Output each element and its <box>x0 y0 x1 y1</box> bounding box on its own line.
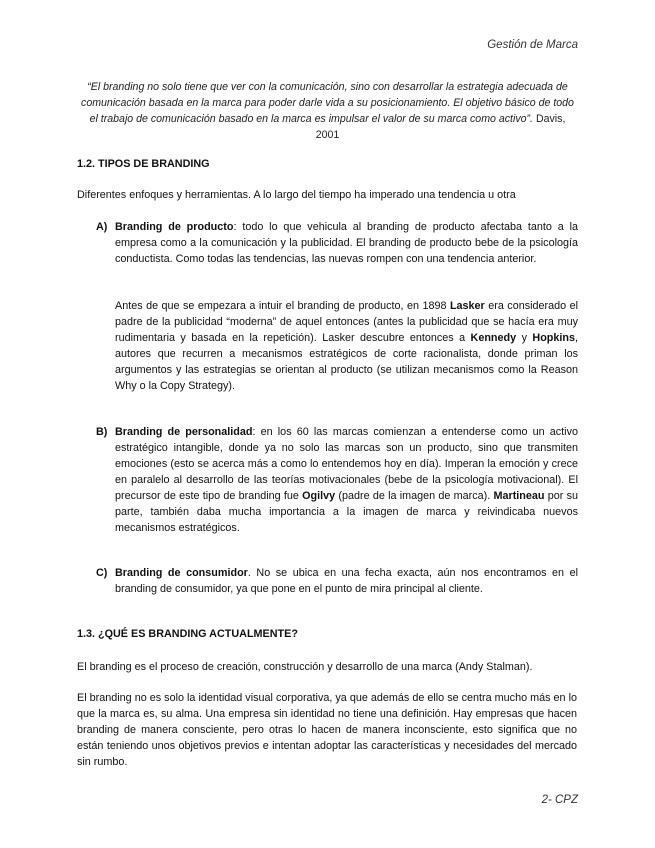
term-description: por su parte, también daba mucha importancia a la imagen de marca y reivindicaba nuevos mecanismos estratégicos. <box>115 490 578 534</box>
intro-paragraph: Diferentes enfoques y herramientas. A lo largo del tiempo ha imperado una tendencia u otra <box>77 189 516 201</box>
sub-text: era considerado el padre de la publicidad “moderna” de aquel entonces (antes la publicidad que se hacía era muy rudimentaria y basada en la repetición). Lasker descubre entonces a <box>115 300 578 344</box>
list-item-branding-consumidor <box>96 565 578 597</box>
sub-paragraph-lasker <box>115 298 578 394</box>
page-footer: 2- CPZ <box>541 794 578 806</box>
section-heading-actualmente: 1.3. ¿QUÉ ES BRANDING ACTUALMENTE? <box>77 628 298 640</box>
list-marker: A) <box>96 221 108 233</box>
person-name: Kennedy <box>470 332 517 344</box>
quote-text: “El branding no solo tiene que ver con la comunicación, sino con desarrollar la estrategia adecuada de comunicación basada en la marca para poder darle vida a su posicionamiento. El objetivo básico de todo el trabajo de comunicación basado en la marca es impulsar el valor de su marca como activo”. <box>81 81 574 125</box>
term-title: Branding de producto <box>115 221 234 233</box>
list-item-body <box>115 565 578 597</box>
term-title: Branding de personalidad <box>115 426 253 438</box>
sub-text: Antes de que se empezara a intuir el branding de producto, en 1898 <box>115 300 450 312</box>
list-item-body <box>115 424 578 536</box>
term-description: . No se ubica en una fecha exacta, aún nos encontramos en el branding de consumidor, ya que pone en el punto de mira principal al cliente. <box>115 567 578 595</box>
running-header: Gestión de Marca <box>487 39 578 51</box>
person-name: Martineau <box>493 490 545 502</box>
person-name: Lasker <box>449 300 485 312</box>
person-name: Hopkins <box>532 332 575 344</box>
sub-text: , autores que recurren a mecanismos estratégicos de corte racionalista, donde priman los argumentos y las estrategias se orientan al producto (se utilizan mecanismos como la Reason Why o la Copy Strategy). <box>115 332 578 392</box>
body-paragraph: El branding no es solo la identidad visual corporativa, ya que además de ello se centra mucho más en lo que la marca es, su alma. Una empresa sin identidad no tiene una definición. Hay empresas que hacen branding de manera consciente, pero otras lo hacen de manera inconsciente, esto significa que no están teniendo unos objetivos previos e intentan adoptar las características y necesidades del mercado sin rumbo. <box>77 692 577 768</box>
list-marker: B) <box>96 426 108 438</box>
term-title: Branding de consumidor <box>115 567 248 579</box>
definition-paragraph: El branding es el proceso de creación, construcción y desarrollo de una marca (Andy Stalman). <box>77 661 533 673</box>
term-description: : todo lo que vehicula al branding de producto afectaba tanto a la empresa como a la comunicación y la publicidad. El branding de producto bebe de la psicología conductista. Como todas las tendencias, las nuevas rompen con una tendencia anterior. <box>115 221 578 265</box>
list-item-branding-producto <box>96 219 578 267</box>
sub-text: y <box>516 332 533 344</box>
term-description: (padre de la imagen de marca). <box>335 490 494 502</box>
section-heading-tipos: 1.2. TIPOS DE BRANDING <box>77 158 210 170</box>
person-name: Ogilvy <box>302 490 336 502</box>
epigraph-quote <box>80 79 575 143</box>
term-description: : en los 60 las marcas comienzan a entenderse como un activo estratégico intangible, donde ya no solo las marcas son un producto, sino que transmiten emociones (esto se acerca más a como lo entendemos hoy en día). Imperan la emoción y crece en paralelo al desarrollo de las teorías motivacionales (bebe de la psicología motivacional). El precursor de este tipo de branding fue <box>115 426 578 502</box>
quote-author: Davis, 2001 <box>315 113 566 141</box>
list-marker: C) <box>96 567 108 579</box>
list-item-body <box>115 219 578 267</box>
list-item-branding-personalidad <box>96 424 578 536</box>
